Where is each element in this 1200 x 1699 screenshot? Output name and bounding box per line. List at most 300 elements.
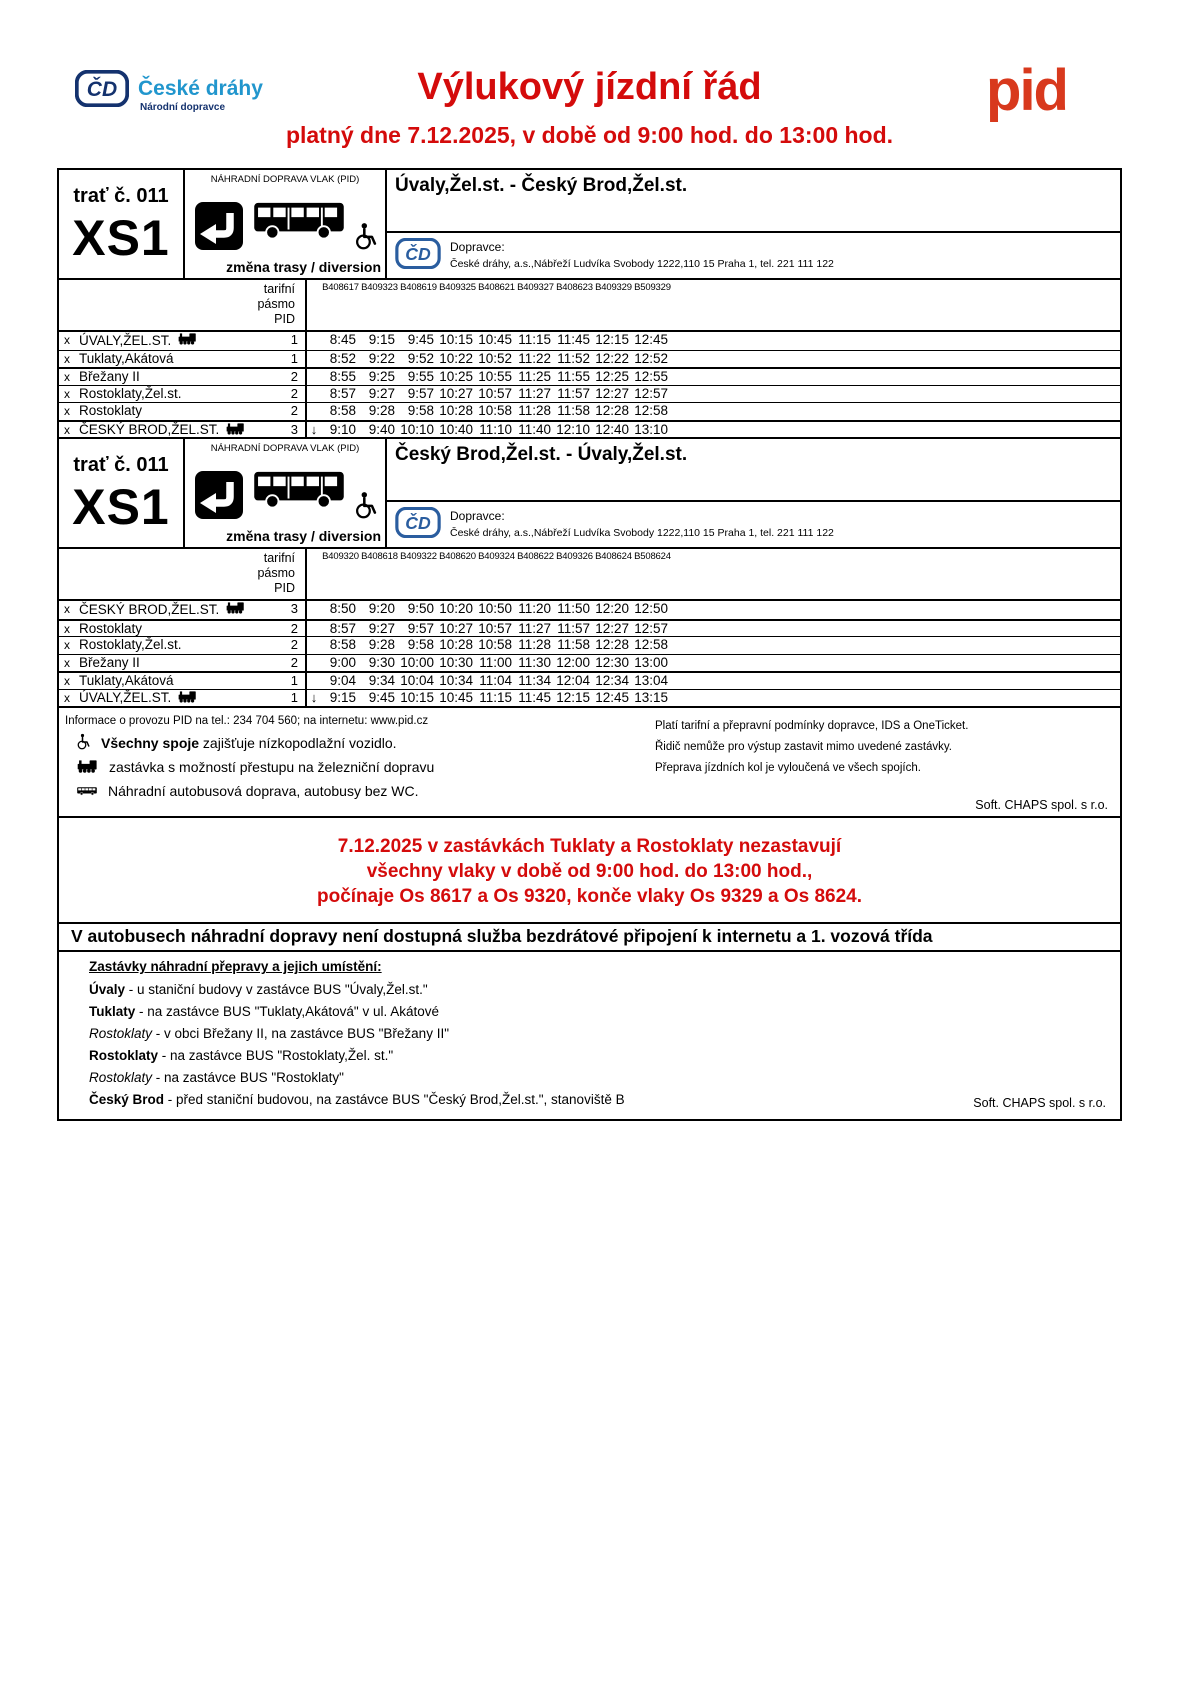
request-stop-mark: x xyxy=(64,655,70,670)
departure-time: 8:58 xyxy=(329,403,356,418)
departure-time: 12:45 xyxy=(634,332,668,347)
departure-time: 11:57 xyxy=(557,385,590,401)
departure-time: 10:10 xyxy=(400,421,434,437)
station-name: Tuklaty,Akátová xyxy=(79,350,174,366)
tariff-zone: 1 xyxy=(267,351,307,368)
station-rows xyxy=(59,601,1120,706)
departure-time: 11:30 xyxy=(518,654,551,670)
stops-heading: Zastávky náhradní přepravy a jejich umístění: xyxy=(89,959,382,974)
departure-time: 12:28 xyxy=(595,403,629,418)
tariff-zone: 2 xyxy=(267,655,307,672)
departure-time: 12:58 xyxy=(634,403,668,418)
tariff-zone: 1 xyxy=(267,332,307,350)
departure-time: 12:52 xyxy=(634,350,668,366)
stop-description: - u staniční budovy v zastávce BUS "Úvaly,Žel.st." xyxy=(128,982,428,997)
request-stop-mark: x xyxy=(64,370,70,384)
bus-icon xyxy=(253,200,345,245)
departure-time: 12:58 xyxy=(634,637,668,652)
row-filler xyxy=(672,621,1120,638)
departure-time: 9:30 xyxy=(368,654,395,670)
tariff-zone-header-line: PID xyxy=(274,312,295,326)
departure-time: 9:28 xyxy=(368,403,395,418)
direction-arrow-icon xyxy=(307,351,321,368)
station-name: Rostoklaty,Žel.st. xyxy=(79,637,182,652)
stop-location-item xyxy=(89,1067,1110,1089)
departure-time: 11:55 xyxy=(557,369,590,384)
departure-time: 8:57 xyxy=(329,620,356,636)
cd-subtitle: Národní dopravce xyxy=(140,102,226,113)
legend-low-floor xyxy=(63,731,655,755)
direction-arrow-icon xyxy=(307,673,321,690)
train-icon xyxy=(226,601,245,619)
departure-time: 9:22 xyxy=(368,350,395,366)
route-title: Úvaly,Žel.st. - Český Brod,Žel.st. xyxy=(387,170,1120,233)
request-stop-mark: x xyxy=(64,333,70,347)
row-filler xyxy=(672,351,1120,368)
tariff-zone: 2 xyxy=(267,637,307,654)
row-filler xyxy=(672,332,1120,350)
departure-time: 9:57 xyxy=(407,385,434,401)
departure-time: 9:40 xyxy=(368,421,395,437)
route-cell xyxy=(387,439,1120,547)
legend-replacement-bus-text: Náhradní autobusová doprava, autobusy bez WC. xyxy=(108,783,419,799)
direction-arrow-icon: ↓ xyxy=(310,421,318,437)
tariff-zone: 2 xyxy=(267,403,307,420)
departure-time: 11:34 xyxy=(518,673,551,688)
train-number: B408618 xyxy=(361,551,398,562)
carrier-info: České dráhy, a.s.,Nábřeží Ludvíka Svobody 1222,110 15 Praha 1, tel. 221 111 122 xyxy=(450,258,834,270)
driver-line: Řidič nemůže pro výstup zastavit mimo uvedené zastávky. xyxy=(655,741,952,753)
departure-time: 12:15 xyxy=(556,689,590,705)
departure-time: 10:55 xyxy=(478,369,512,384)
request-stop-mark: x xyxy=(64,351,70,366)
row-filler xyxy=(672,386,1120,403)
row-filler xyxy=(672,601,1120,619)
tariff-zone: 3 xyxy=(267,422,307,440)
station-name: ÚVALY,ŽEL.ST. xyxy=(79,332,267,350)
timetable-header xyxy=(59,439,1120,549)
svg-text:ČD: ČD xyxy=(86,78,118,102)
departure-time: 10:52 xyxy=(478,350,512,366)
station-name: ČESKÝ BROD,ŽEL.ST. xyxy=(79,422,267,440)
pid-info-line: Informace o provozu PID na tel.: 234 704 560; na internetu: www.pid.cz xyxy=(65,715,429,727)
station-name: ČESKÝ BROD,ŽEL.ST. xyxy=(79,601,267,619)
cd-logo-icon xyxy=(395,507,441,543)
row-filler xyxy=(672,655,1120,672)
svg-text:ČD: ČD xyxy=(405,243,431,264)
station-rows xyxy=(59,332,1120,437)
departure-time: 12:25 xyxy=(595,369,629,384)
red-notice-box xyxy=(57,816,1122,924)
train-number: B408617 xyxy=(322,282,359,293)
departure-time: 11:58 xyxy=(557,637,590,652)
departure-time: 10:57 xyxy=(478,385,512,401)
software-credit-bottom: Soft. CHAPS spol. s r.o. xyxy=(973,1096,1106,1110)
station-row xyxy=(59,385,1120,403)
cd-logo-icon xyxy=(395,238,441,274)
direction-arrow-icon xyxy=(307,637,321,654)
tariff-zone-header-line: PID xyxy=(274,581,295,595)
tariff-zone-header-line: tarifní xyxy=(263,551,295,565)
departure-time: 12:00 xyxy=(556,654,590,670)
departure-time: 9:27 xyxy=(368,385,395,401)
wheelchair-icon xyxy=(355,491,377,524)
departure-time: 11:27 xyxy=(518,385,551,401)
train-icon xyxy=(77,759,98,776)
request-stop-mark: x xyxy=(64,602,70,616)
validity-line: platný dne 7.12.2025, v době od 9:00 hod. do 13:00 hod. xyxy=(285,122,894,148)
tariff-header-row xyxy=(59,280,1120,332)
direction-arrow-icon xyxy=(307,369,321,386)
departure-time: 10:20 xyxy=(439,601,473,616)
departure-time: 11:04 xyxy=(479,673,512,688)
row-filler xyxy=(672,637,1120,654)
departure-time: 10:30 xyxy=(439,654,473,670)
departure-time: 9:34 xyxy=(368,673,395,688)
stop-location-item xyxy=(89,1089,1110,1111)
tariff-zone-header-line: pásmo xyxy=(257,297,295,311)
departure-time: 12:04 xyxy=(556,673,590,688)
software-credit: Soft. CHAPS spol. s r.o. xyxy=(975,798,1108,812)
stops-list xyxy=(89,979,1110,1111)
direction-arrow-icon xyxy=(307,403,321,420)
line-number: trať č. 011 xyxy=(73,185,169,207)
red-notice-line-2: všechny vlaky v době od 9:00 hod. do 13:00 hod., xyxy=(366,861,813,882)
departure-time: 9:15 xyxy=(368,332,395,347)
line-code: XS1 xyxy=(72,479,170,535)
departure-time: 12:15 xyxy=(595,332,629,347)
departure-time: 12:20 xyxy=(595,601,629,616)
departure-time: 11:45 xyxy=(557,332,590,347)
row-filler xyxy=(672,369,1120,386)
departure-time: 10:27 xyxy=(439,620,473,636)
departure-time: 11:27 xyxy=(518,620,551,636)
departure-time: 12:40 xyxy=(595,421,629,437)
bottom-box xyxy=(57,922,1122,1121)
departure-time: 10:04 xyxy=(400,673,434,688)
train-number: B409322 xyxy=(400,551,437,562)
carrier-label: Dopravce: xyxy=(450,240,505,254)
row-filler xyxy=(672,403,1120,420)
svg-text:ČD: ČD xyxy=(405,512,431,533)
departure-time: 10:15 xyxy=(400,689,434,705)
station-name: Tuklaty,Akátová xyxy=(79,673,174,688)
departure-time: 11:52 xyxy=(557,350,590,366)
departure-time: 10:58 xyxy=(478,637,512,652)
train-number: B409327 xyxy=(517,282,554,293)
stop-location-item xyxy=(89,1001,1110,1023)
bikes-line: Přeprava jízdních kol je vyloučená ve všech spojích. xyxy=(655,762,921,774)
diversion-icon xyxy=(195,471,243,524)
tariff-zone-header-line: tarifní xyxy=(263,282,295,296)
legend-rail-transfer xyxy=(63,755,655,779)
departure-time: 12:50 xyxy=(634,601,668,616)
departure-time: 9:50 xyxy=(407,601,434,616)
departure-time: 9:10 xyxy=(329,421,356,437)
route-title: Český Brod,Žel.st. - Úvaly,Žel.st. xyxy=(387,439,1120,502)
station-name: Břežany II xyxy=(79,369,140,384)
bus-icon xyxy=(77,783,97,799)
departure-time: 9:52 xyxy=(407,350,434,366)
departure-time: 12:57 xyxy=(634,620,668,636)
departure-time: 13:00 xyxy=(634,654,668,670)
direction-arrow-icon xyxy=(307,621,321,638)
conditions-line: Platí tarifní a přepravní podmínky dopravce, IDS a OneTicket. xyxy=(655,720,969,732)
departure-time: 8:50 xyxy=(329,601,356,616)
stop-location-item xyxy=(89,1045,1110,1067)
departure-time: 10:25 xyxy=(439,369,473,384)
departure-time: 11:10 xyxy=(479,421,512,437)
train-number: B408620 xyxy=(439,551,476,562)
departure-time: 9:25 xyxy=(368,369,395,384)
timetable xyxy=(57,168,1122,439)
departure-time: 9:15 xyxy=(329,689,356,705)
red-notice-line-3: počínaje Os 8617 a Os 9320, konče vlaky Os 9329 a Os 8624. xyxy=(316,886,863,907)
line-cell xyxy=(59,170,185,278)
train-number: B409320 xyxy=(322,551,359,562)
tariff-zone: 2 xyxy=(267,621,307,638)
departure-time: 9:58 xyxy=(407,403,434,418)
station-row xyxy=(59,654,1120,672)
station-row xyxy=(59,367,1120,385)
departure-time: 12:22 xyxy=(595,350,629,366)
train-icon xyxy=(226,422,245,440)
departure-time: 10:45 xyxy=(478,332,512,347)
tariff-zone-header xyxy=(59,280,307,330)
tariff-zone: 2 xyxy=(267,386,307,403)
stop-name: Úvaly xyxy=(89,982,129,997)
departure-time: 11:45 xyxy=(518,689,551,705)
departure-time: 11:15 xyxy=(518,332,551,347)
replacement-note: NÁHRADNÍ DOPRAVA VLAK (PID) xyxy=(210,443,360,454)
departure-time: 11:25 xyxy=(518,369,551,384)
departure-time: 10:58 xyxy=(478,403,512,418)
station-name: Rostoklaty,Žel.st. xyxy=(79,385,182,401)
departure-time: 9:58 xyxy=(407,637,434,652)
departure-time: 10:45 xyxy=(439,689,473,705)
diversion-label: změna trasy / diversion xyxy=(226,259,381,275)
stop-name: Rostoklaty xyxy=(89,1070,156,1085)
stop-name: Tuklaty xyxy=(89,1004,140,1019)
departure-time: 12:30 xyxy=(595,654,629,670)
departure-time: 10:28 xyxy=(439,403,473,418)
row-filler xyxy=(672,690,1120,708)
legend-low-floor-text: Všechny spoje zajišťuje nízkopodlažní vozidlo. xyxy=(101,735,397,751)
departure-time: 11:22 xyxy=(518,350,551,366)
departure-time: 9:28 xyxy=(368,637,395,652)
stop-name: Rostoklaty xyxy=(89,1026,156,1041)
station-name: Břežany II xyxy=(79,654,140,670)
departure-time: 8:55 xyxy=(329,369,356,384)
request-stop-mark: x xyxy=(64,404,70,418)
departure-time: 11:40 xyxy=(518,421,551,437)
mode-cell xyxy=(185,170,387,278)
station-row xyxy=(59,636,1120,654)
departure-time: 10:50 xyxy=(478,601,512,616)
request-stop-mark: x xyxy=(64,386,70,401)
departure-time: 12:34 xyxy=(595,673,629,688)
line-cell xyxy=(59,439,185,547)
station-row xyxy=(59,689,1120,707)
stop-name: Rostoklaty xyxy=(89,1048,162,1063)
departure-time: 11:58 xyxy=(557,403,590,418)
train-number: B409323 xyxy=(361,282,398,293)
request-stop-mark: x xyxy=(64,674,70,688)
departure-time: 8:58 xyxy=(329,637,356,652)
train-number: B409326 xyxy=(556,551,593,562)
direction-arrow-icon: ↓ xyxy=(310,689,318,705)
departure-time: 11:00 xyxy=(479,654,512,670)
station-row xyxy=(59,420,1120,438)
red-notice-line-1: 7.12.2025 v zastávkách Tuklaty a Rostoklaty nezastavují xyxy=(337,836,842,857)
info-box xyxy=(57,706,1122,818)
stop-description: - v obci Břežany II, na zastávce BUS "Břežany II" xyxy=(155,1026,449,1041)
carrier-text xyxy=(450,509,834,540)
wifi-notice: V autobusech náhradní dopravy není dostupná služba bezdrátové připojení k internetu a 1. vozová třída xyxy=(59,924,1120,952)
departure-time: 13:10 xyxy=(634,421,668,437)
station-name: ÚVALY,ŽEL.ST. xyxy=(79,690,267,708)
carrier-row xyxy=(387,233,1120,278)
train-number: B408622 xyxy=(517,551,554,562)
departure-time: 9:04 xyxy=(329,673,356,688)
station-row xyxy=(59,671,1120,689)
train-number: B509329 xyxy=(634,282,671,293)
stop-location-item xyxy=(89,1023,1110,1045)
departure-time: 10:15 xyxy=(439,332,473,347)
departure-time: 10:40 xyxy=(439,421,473,437)
page-title: Výlukový jízdní řád xyxy=(417,66,762,108)
station-row xyxy=(59,601,1120,619)
departure-time: 10:22 xyxy=(439,350,473,366)
departure-time: 12:27 xyxy=(595,620,629,636)
departure-time: 9:00 xyxy=(329,654,356,670)
train-numbers-row xyxy=(321,280,672,330)
bus-icon xyxy=(253,469,345,514)
wheelchair-icon xyxy=(355,222,377,255)
departure-time: 9:27 xyxy=(368,620,395,636)
departure-time: 12:10 xyxy=(556,421,590,437)
departure-time: 10:34 xyxy=(439,673,473,688)
station-row xyxy=(59,350,1120,368)
info-right-column xyxy=(655,713,1110,803)
route-cell xyxy=(387,170,1120,278)
departure-time: 9:45 xyxy=(368,689,395,705)
departure-time: 8:45 xyxy=(329,332,356,347)
carrier-info: České dráhy, a.s.,Nábřeží Ludvíka Svobody 1222,110 15 Praha 1, tel. 221 111 122 xyxy=(450,527,834,539)
diversion-icon xyxy=(195,202,243,255)
departure-time: 11:50 xyxy=(557,601,590,616)
departure-time: 9:57 xyxy=(407,620,434,636)
train-number: B409329 xyxy=(595,282,632,293)
departure-time: 11:28 xyxy=(518,403,551,418)
station-row xyxy=(59,619,1120,637)
station-row xyxy=(59,402,1120,420)
request-stop-mark: x xyxy=(64,422,70,437)
train-number: B409325 xyxy=(439,282,476,293)
stop-description: - na zastávce BUS "Rostoklaty,Žel. st." xyxy=(161,1048,394,1063)
stop-description: - na zastávce BUS "Rostoklaty" xyxy=(155,1070,344,1085)
request-stop-mark: x xyxy=(64,638,70,652)
departure-time: 11:20 xyxy=(518,601,551,616)
direction-arrow-icon xyxy=(307,332,321,350)
mode-cell xyxy=(185,439,387,547)
station-name: Rostoklaty xyxy=(79,403,143,418)
request-stop-mark: x xyxy=(64,621,70,636)
tariff-zone: 1 xyxy=(267,673,307,690)
train-icon xyxy=(178,690,197,708)
departure-time: 12:57 xyxy=(634,385,668,401)
direction-arrow-icon xyxy=(307,655,321,672)
departure-time: 8:57 xyxy=(329,385,356,401)
carrier-row xyxy=(387,502,1120,547)
station-name: Rostoklaty xyxy=(79,620,143,636)
timetable-header xyxy=(59,170,1120,280)
train-number: B408619 xyxy=(400,282,437,293)
row-filler xyxy=(672,422,1120,440)
train-numbers-row xyxy=(321,549,672,599)
request-stop-mark: x xyxy=(64,690,70,705)
info-left-column xyxy=(63,713,655,803)
stop-name: Český Brod xyxy=(89,1092,168,1107)
diversion-label: změna trasy / diversion xyxy=(226,528,381,544)
train-number: B508624 xyxy=(634,551,671,562)
departure-time: 12:27 xyxy=(595,385,629,401)
departure-time: 12:55 xyxy=(634,369,668,384)
stops-section xyxy=(59,952,1120,1119)
departure-time: 10:57 xyxy=(478,620,512,636)
stop-description: - před staniční budovou, na zastávce BUS "Český Brod,Žel.st.", stanoviště B xyxy=(167,1092,625,1107)
departure-time: 10:27 xyxy=(439,385,473,401)
departure-time: 11:57 xyxy=(557,620,590,636)
train-number: B408624 xyxy=(595,551,632,562)
departure-time: 11:28 xyxy=(518,637,551,652)
departure-time: 12:45 xyxy=(595,689,629,705)
departure-time: 12:28 xyxy=(595,637,629,652)
pid-logo: pid xyxy=(986,58,1067,123)
train-number: B408621 xyxy=(478,282,515,293)
content xyxy=(57,168,1122,1121)
tariff-zone-header-line: pásmo xyxy=(257,566,295,580)
tariff-zone: 1 xyxy=(267,690,307,708)
tariff-zone: 3 xyxy=(267,601,307,619)
tariff-header-row xyxy=(59,549,1120,601)
departure-time: 9:55 xyxy=(407,369,434,384)
departure-time: 11:15 xyxy=(479,689,512,705)
train-number: B408623 xyxy=(556,282,593,293)
stop-location-item xyxy=(89,979,1110,1001)
departure-time: 8:52 xyxy=(329,350,356,366)
train-icon xyxy=(178,332,197,350)
legend-rail-transfer-text: zastávka s možností přestupu na železniční dopravu xyxy=(109,759,435,775)
departure-time: 9:45 xyxy=(407,332,434,347)
train-number: B409324 xyxy=(478,551,515,562)
replacement-note: NÁHRADNÍ DOPRAVA VLAK (PID) xyxy=(210,174,360,185)
departure-time: 10:00 xyxy=(400,654,434,670)
carrier-text xyxy=(450,240,834,271)
direction-arrow-icon xyxy=(307,386,321,403)
line-code: XS1 xyxy=(72,210,170,266)
direction-arrow-icon xyxy=(307,601,321,619)
station-row xyxy=(59,332,1120,350)
departure-time: 13:04 xyxy=(634,673,668,688)
tariff-zone-header xyxy=(59,549,307,599)
cd-name: České dráhy xyxy=(138,77,263,100)
wheelchair-icon xyxy=(77,733,90,753)
carrier-label: Dopravce: xyxy=(450,509,505,523)
departure-time: 9:20 xyxy=(368,601,395,616)
timetable xyxy=(57,437,1122,708)
timetables xyxy=(57,168,1122,708)
